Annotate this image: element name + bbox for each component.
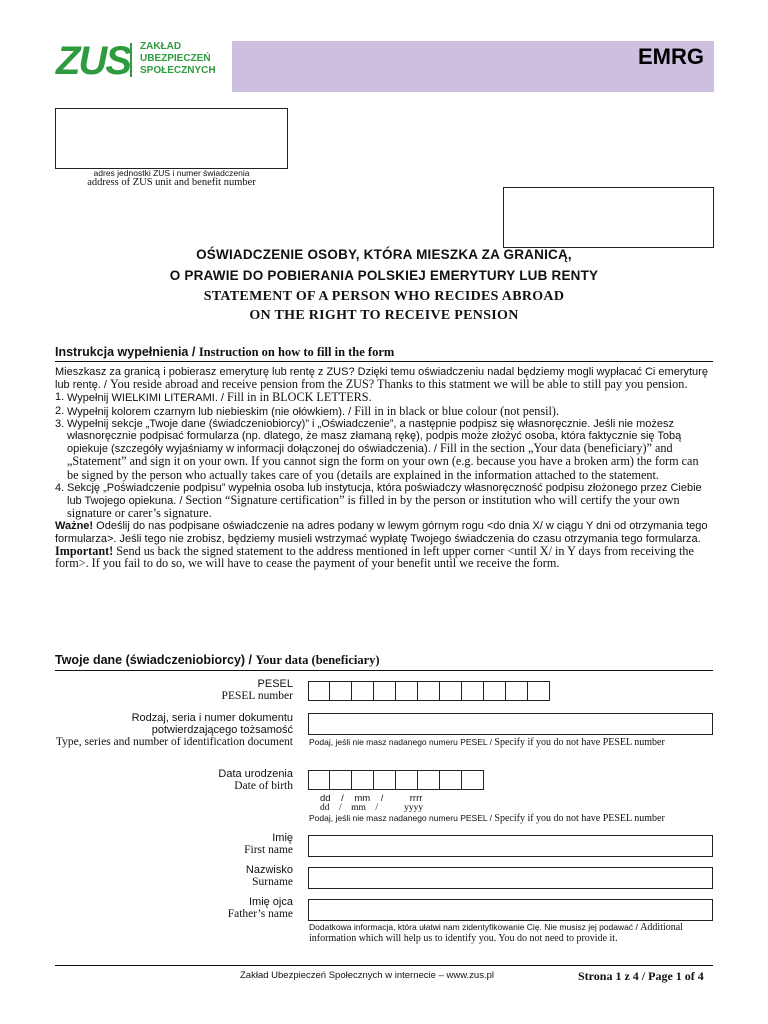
dob-year-cell[interactable] bbox=[418, 770, 440, 790]
dob-month-cell[interactable] bbox=[374, 770, 396, 790]
divider bbox=[55, 670, 713, 671]
pesel-label: PESEL PESEL number bbox=[221, 678, 293, 702]
divider bbox=[55, 361, 713, 362]
dob-day-cell[interactable] bbox=[330, 770, 352, 790]
dob-month-cell[interactable] bbox=[352, 770, 374, 790]
unit-box-caption-pl: adres jednostki ZUS i numer świadczenia bbox=[93, 168, 250, 178]
dob-year-cell[interactable] bbox=[440, 770, 462, 790]
important-note-en: Important! Send us back the signed statement to the address mentioned in left upper corner <until X/ in Y days from receiving the form>. If you fail to do so, we will have to cease the payment of your benefit until we receive the form. bbox=[55, 543, 694, 571]
important-note-pl: Ważne! Odeślij do nas podpisane oświadczenie na adres podany w lewym górnym rogu <do dnia X/ w ciągu Y dni od otrzymania tego formularza>. Jeśli tego nie zrobisz, będziemy musieli wstrzymać wypłatę Twojego świadczenia do czasu otrzymania tego formularza. bbox=[55, 520, 708, 545]
instruction-item: 1. Wypełnij WIELKIMI LITERAMI. / Fill in in BLOCK LETTERS. bbox=[55, 390, 372, 405]
surname-label: Nazwisko Surname bbox=[245, 864, 293, 888]
addressee-box[interactable] bbox=[503, 187, 714, 248]
instructions-heading-en: Instruction on how to fill in the form bbox=[198, 345, 395, 359]
beneficiary-heading-pl: Twoje dane (świadczeniobiorcy) / bbox=[55, 653, 256, 667]
pesel-digit-cell[interactable] bbox=[418, 681, 440, 701]
date-of-birth-label: Data urodzenia Date of birth bbox=[218, 768, 293, 792]
instructions-list bbox=[55, 391, 713, 520]
dob-day-cell[interactable] bbox=[308, 770, 330, 790]
beneficiary-heading-en: Your data (beneficiary) bbox=[255, 653, 380, 667]
pesel-digit-cell[interactable] bbox=[528, 681, 550, 701]
instructions-heading bbox=[55, 345, 394, 360]
logo-wordmark bbox=[140, 41, 216, 77]
pesel-digit-cell[interactable] bbox=[396, 681, 418, 701]
title-pl-line-2: O PRAWIE DO POBIERANIA POLSKIEJ EMERYTURY LUB RENTY bbox=[169, 268, 599, 283]
pesel-digit-cell[interactable] bbox=[352, 681, 374, 701]
id-document-field[interactable] bbox=[308, 713, 713, 735]
dob-format-pl: dd / mm / rrrr bbox=[320, 793, 423, 804]
title-pl-line-1: OŚWIADCZENIE OSOBY, KTÓRA MIESZKA ZA GRANICĄ, bbox=[196, 247, 572, 262]
instructions-body bbox=[55, 366, 713, 569]
form-code-band bbox=[232, 41, 714, 92]
zus-unit-address-box[interactable] bbox=[55, 108, 288, 169]
page-number: Strona 1 z 4 / Page 1 of 4 bbox=[578, 969, 704, 983]
pesel-digit-cell[interactable] bbox=[462, 681, 484, 701]
dob-hint: Podaj, jeśli nie masz nadanego numeru PESEL / Specify if you do not have PESEL number bbox=[309, 813, 665, 824]
pesel-digit-cell[interactable] bbox=[484, 681, 506, 701]
id-document-label: Rodzaj, seria i numer dokumentu potwierdzającego tożsamość Type, series and number of identification document bbox=[55, 712, 293, 748]
pesel-digit-cell[interactable] bbox=[308, 681, 330, 701]
zus-logo bbox=[56, 41, 236, 93]
pesel-input[interactable] bbox=[308, 681, 550, 701]
pesel-digit-cell[interactable] bbox=[440, 681, 462, 701]
title-en-line-1: STATEMENT OF A PERSON WHO RECIDES ABROAD bbox=[203, 289, 565, 304]
dob-year-cell[interactable] bbox=[396, 770, 418, 790]
dob-year-cell[interactable] bbox=[462, 770, 484, 790]
id-document-hint: Podaj, jeśli nie masz nadanego numeru PESEL / Specify if you do not have PESEL number bbox=[309, 737, 665, 748]
father-name-label: Imię ojca Father’s name bbox=[227, 896, 293, 920]
first-name-field[interactable] bbox=[308, 835, 713, 857]
logo-mark: ZUS bbox=[56, 39, 130, 83]
form-code: EMRG bbox=[638, 44, 704, 69]
pesel-digit-cell[interactable] bbox=[374, 681, 396, 701]
instructions-heading-pl: Instrukcja wypełnienia / bbox=[55, 345, 199, 359]
father-name-field[interactable] bbox=[308, 899, 713, 921]
first-name-label: Imię First name bbox=[244, 832, 293, 856]
logo-divider bbox=[130, 43, 132, 77]
father-name-hint: Dodatkowa informacja, która ułatwi nam zidentyfikowanie Cię. Nie musisz jej podawać / Additional information which will help us to identify you. You do not need to provide it. bbox=[309, 922, 683, 944]
dob-format-en: dd / mm / yyyy bbox=[320, 803, 424, 813]
instruction-item: 4. Sekcję „Poświadczenie podpisu” wypełnia osoba lub instytucja, która poświadczy własnoręczność podpisu złożonego przez Ciebie lub Twojego opiekuna. / Section “Signature certification” is filled in by the person or institution who will certify the your own signature or carer’s signature. bbox=[55, 481, 702, 521]
logo-line-1: ZAKŁAD bbox=[140, 41, 182, 52]
surname-field[interactable] bbox=[308, 867, 713, 889]
footer-website: Zakład Ubezpieczeń Społecznych w internecie – www.zus.pl bbox=[240, 970, 494, 981]
unit-box-caption-en: address of ZUS unit and benefit number bbox=[87, 177, 256, 188]
instructions-intro: Mieszkasz za granicą i pobierasz emeryturę lub rentę z ZUS? Dzięki temu oświadczeniu nadal będziemy mogli wypłacać Ci emeryturę lub rentę. / You reside abroad and receive pension from the ZUS? Thanks to this statment we will be able to still pay you pension. bbox=[55, 366, 708, 392]
logo-line-2: UBEZPIECZEŃ bbox=[140, 53, 211, 64]
date-of-birth-input[interactable] bbox=[308, 770, 484, 790]
beneficiary-heading bbox=[55, 653, 380, 668]
logo-line-3: SPOŁECZNYCH bbox=[140, 65, 216, 76]
title-en-line-2: ON THE RIGHT TO RECEIVE PENSION bbox=[249, 308, 519, 323]
pesel-digit-cell[interactable] bbox=[506, 681, 528, 701]
instruction-item: 3. Wypełnij sekcje „Twoje dane (świadczeniobiorcy)” i „Oświadczenie”, a następnie podpisz się własnoręcznie. Jeśli nie możesz własnoręcznie podpisać formularza (np. dlatego, że masz złamaną rękę), podpis może złożyć osoba, która faktycznie się Tobą opiekuje (szczegóły wyjaśniamy w informacji dołączonej do oświadczenia). / Fill in the section „Your data (beneficiary)” and „Statement” and sign it on your own. If you cannot sign the form on your own (e.g. because you have a broken arm) the form can be signed by the person who actually takes care of you (details are explained in the information attached to the statement. bbox=[55, 417, 699, 482]
pesel-digit-cell[interactable] bbox=[330, 681, 352, 701]
footer-divider bbox=[55, 965, 713, 966]
instruction-item: 2. Wypełnij kolorem czarnym lub niebieskim (nie ołówkiem). / Fill in in black or blue colour (not pensil). bbox=[55, 403, 560, 418]
